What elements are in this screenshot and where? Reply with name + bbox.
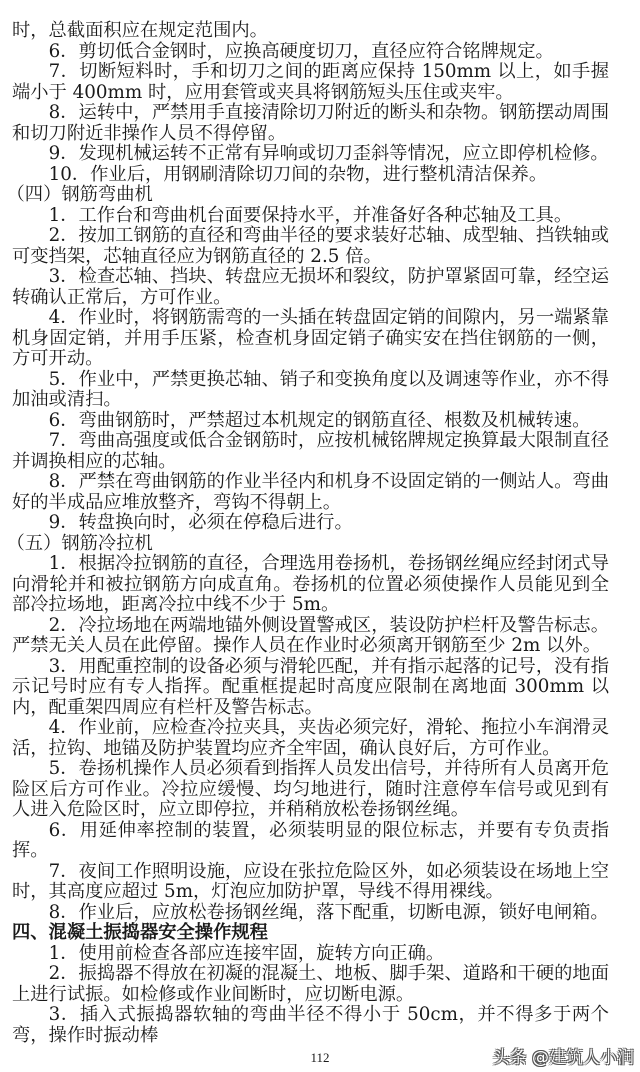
paragraph: 1．使用前检查各部应连接牢固，旋转方向正确。 [48, 942, 445, 964]
paragraph: 9．发现机械运转不正常有异响或切刀歪斜等情况，应立即停机检修。 [48, 143, 609, 164]
paragraph: 7．夜间工作照明设施，应设在张拉危险区外，如必须装设在场地上空时，其高度应超过 5m，灯泡应加防护罩，导线不得用裸线。 [12, 860, 609, 902]
paragraph: 8．作业后，应放松卷扬钢丝绳，落下配重，切断电源，锁好电闸箱。 [48, 901, 609, 923]
paragraph: 5．卷扬机操作人员必须看到指挥人员发出信号，并待所有人员离开危险区后方可作业。冷拉应缓慢、均匀地进行，随时注意停车信号或见到有人进入危险区时，应立即停拉，并稍稍放松卷扬钢丝绳。 [12, 758, 609, 820]
paragraph: 6．剪切低合金钢时，应换高硬度切刀，直径应符合铭牌规定。 [48, 40, 554, 62]
page-footer [0, 1048, 640, 1072]
paragraph: 8．运转中，严禁用手直接清除切刀附近的断头和杂物。钢筋摆动周围和切刀附近非操作人员不得停留。 [12, 102, 609, 144]
page-number: 112 [310, 1050, 330, 1065]
section-heading: （五）钢筋冷拉机 [6, 532, 153, 554]
paragraph: 1．工作台和弯曲机台面要保持水平，并准备好各种芯轴及工具。 [48, 204, 573, 226]
section-heading: 四、混凝土振捣器安全操作规程 [12, 922, 268, 943]
paragraph: 2．按加工钢筋的直径和弯曲半径的要求装好芯轴、成型轴、挡铁轴或可变挡架，芯轴直径应为钢筋直径的 2.5 倍。 [12, 225, 609, 267]
document-body [6, 0, 609, 1046]
watermark: 头条 @建筑人小润 [492, 1048, 634, 1068]
paragraph: 3．检查芯轴、挡块、转盘应无损坏和裂纹，防护罩紧固可靠，经空运转确认正常后，方可作业。 [12, 266, 609, 308]
paragraph: 3．用配重控制的设备必须与滑轮匹配，并有指示起落的记号，没有指示记号时应有专人指挥。配重框提起时高度应限制在离地面 300mm 以内，配重架四周应有栏杆及警告标志。 [12, 655, 609, 718]
paragraph: 8．严禁在弯曲钢筋的作业半径内和机身不设固定销的一侧站人。弯曲好的半成品应堆放整齐，弯钩不得朝上。 [12, 471, 609, 513]
paragraph: 4．作业时，将钢筋需弯的一头插在转盘固定销的间隙内，另一端紧靠机身固定销，并用手压紧，检查机身固定销子确实安在挡住钢筋的一侧，方可开动。 [12, 307, 609, 369]
paragraph: 6．弯曲钢筋时，严禁超过本机规定的钢筋直径、根数及机械转速。 [48, 409, 591, 431]
paragraph: 7．弯曲高强度或低合金钢筋时，应按机械铭牌规定换算最大限制直径并调换相应的芯轴。 [12, 430, 609, 472]
paragraph: 时，总截面积应在规定范围内。 [12, 20, 268, 41]
paragraph: 2．振捣器不得放在初凝的混凝土、地板、脚手架、道路和干硬的地面上进行试振。如检修或作业间断时，应切断电源。 [12, 963, 609, 1005]
paragraph: 5．作业中，严禁更换芯轴、销子和变换角度以及调速等作业，亦不得加油或清扫。 [12, 368, 609, 410]
paragraph: 10．作业后，用钢刷清除切刀间的杂物，进行整机清洁保养。 [48, 163, 548, 185]
paragraph: 3．插入式振捣器软轴的弯曲半径不得小于 50cm，并不得多于两个弯，操作时振动棒 [12, 1004, 609, 1046]
paragraph: 9．转盘换向时，必须在停稳后进行。 [48, 512, 353, 533]
paragraph: 1．根据冷拉钢筋的直径，合理选用卷扬机，卷扬钢丝绳应经封闭式导向滑轮并和被拉钢筋方向成直角。卷扬机的位置必须使操作人员能见到全部冷拉场地，距离冷拉中线不少于 5m。 [12, 553, 609, 615]
paragraph: 7．切断短料时，手和切刀之间的距离应保持 150mm 以上，如手握端小于 400mm 时，应用套管或夹具将钢筋短头压住或夹牢。 [12, 61, 609, 103]
paragraph: 4．作业前，应检查冷拉夹具，夹齿必须完好，滑轮、拖拉小车润滑灵活，拉钩、地锚及防护装置均应齐全牢固，确认良好后，方可作业。 [12, 717, 609, 759]
paragraph: 6．用延伸率控制的装置，必须装明显的限位标志，并要有专负责指挥。 [12, 819, 609, 861]
section-heading: （四）钢筋弯曲机 [6, 184, 153, 205]
paragraph: 2．冷拉场地在两端地锚外侧设置警戒区，装设防护栏杆及警告标志。严禁无关人员在此停留。操作人员在作业时必须离开钢筋至少 2m 以外。 [12, 614, 609, 656]
